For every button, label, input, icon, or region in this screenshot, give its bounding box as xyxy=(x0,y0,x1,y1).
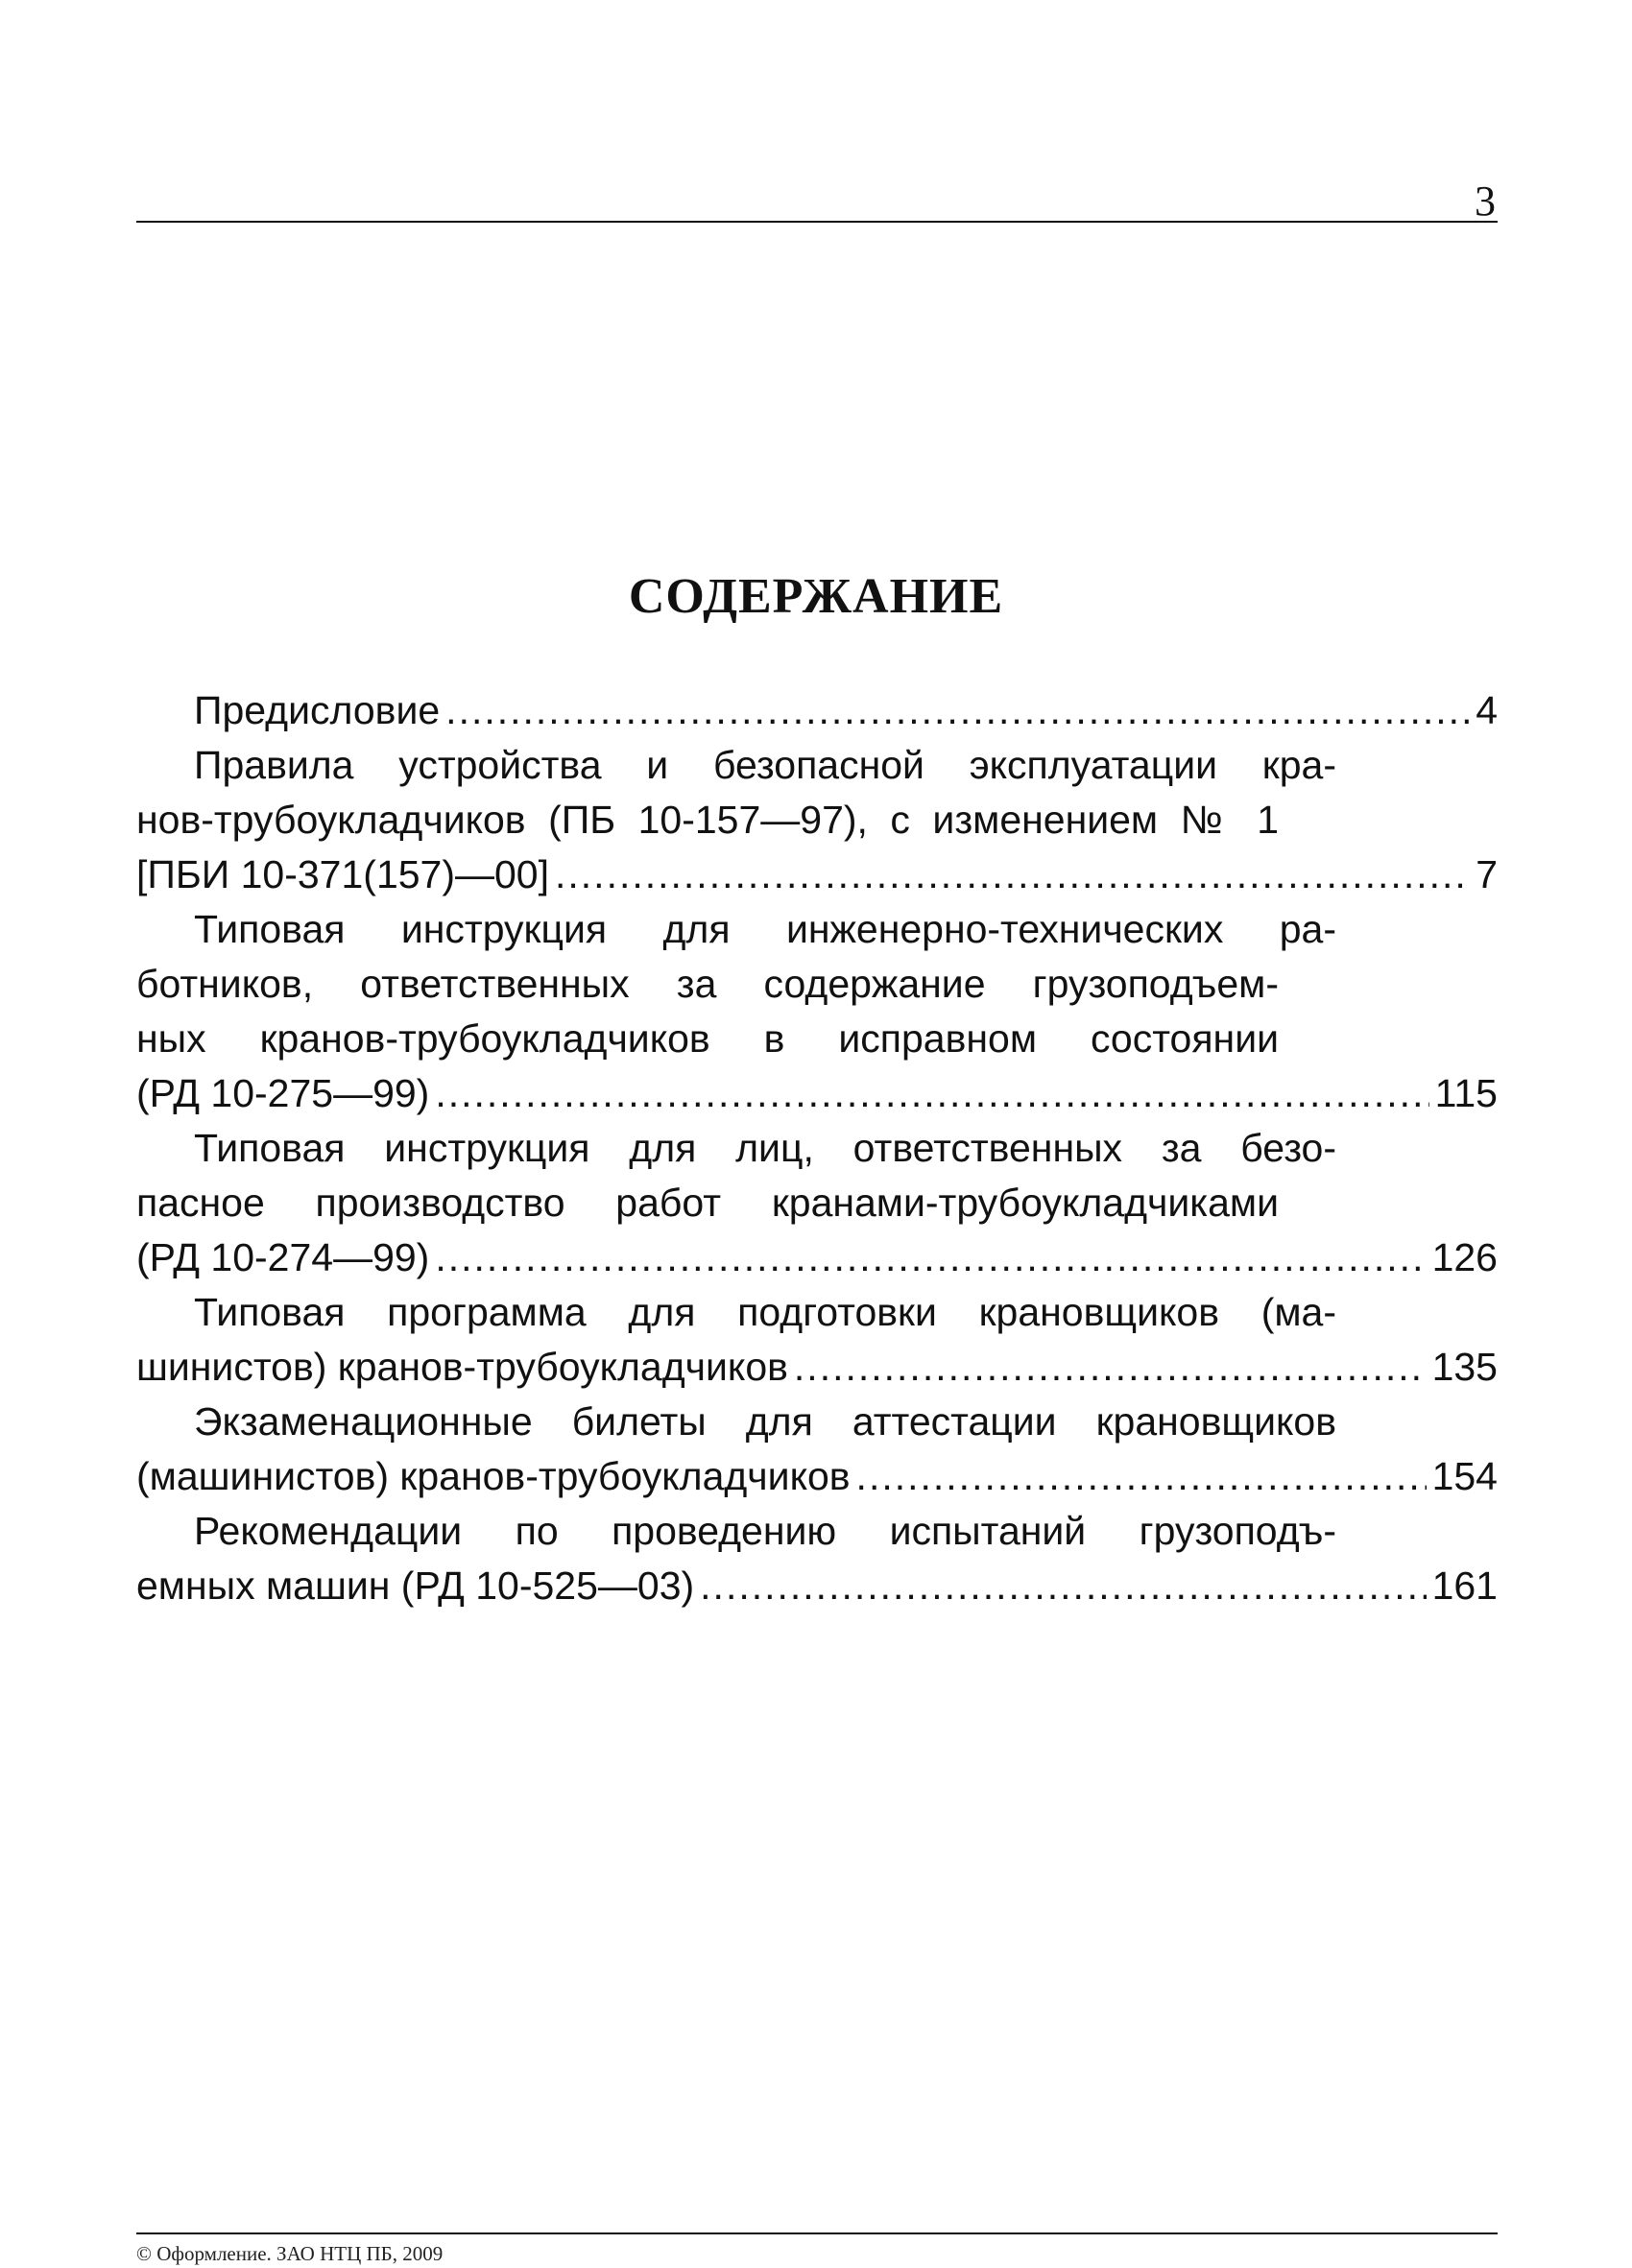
toc-entry[interactable] xyxy=(136,1395,1498,1504)
toc-entry[interactable] xyxy=(136,1121,1498,1285)
toc-entry-line: (машинистов) кранов-трубоукладчиков xyxy=(136,1454,851,1498)
toc-entry[interactable] xyxy=(136,683,1498,738)
toc-entry-last-line xyxy=(136,1066,1498,1121)
toc-entry-page: 135 xyxy=(1431,1345,1498,1389)
toc-entry-line: емных машин (РД 10-525—03) xyxy=(136,1564,695,1608)
toc-entry-line: Экзаменационные билеты для аттестации крановщиков xyxy=(194,1399,1336,1444)
page-number: 3 xyxy=(1475,178,1496,225)
toc-entry-page: 4 xyxy=(1476,688,1498,732)
toc-dot-leader xyxy=(445,683,1470,738)
toc-dot-leader xyxy=(794,1340,1427,1395)
toc-entry-last-line xyxy=(136,683,1498,738)
toc-entry-line: Рекомендации по проведению испытаний грузоподъ- xyxy=(194,1509,1336,1553)
footer-copyright: © Оформление. ЗАО НТЦ ПБ, 2009 xyxy=(136,2242,444,2265)
toc-dot-leader xyxy=(435,1230,1426,1285)
toc-entry-line: Типовая инструкция для лиц, ответственных за безо- xyxy=(194,1126,1336,1170)
footer-rule xyxy=(136,2232,1498,2234)
toc-entry-line: (РД 10-274—99) xyxy=(136,1235,430,1279)
toc-entry[interactable] xyxy=(136,1285,1498,1395)
toc-entry-line: Правила устройства и безопасной эксплуатации кра- xyxy=(194,743,1336,787)
toc-entry-last-line xyxy=(136,1449,1498,1504)
toc-entry-line: ботников, ответственных за содержание грузоподъем- xyxy=(136,962,1279,1006)
table-of-contents xyxy=(136,683,1498,1613)
toc-dot-leader xyxy=(856,1449,1427,1504)
toc-entry[interactable] xyxy=(136,738,1498,902)
toc-entry-line: шинистов) кранов-трубоукладчиков xyxy=(136,1345,788,1389)
toc-entry-page: 161 xyxy=(1431,1564,1498,1608)
toc-entry-page: 115 xyxy=(1434,1071,1498,1115)
toc-entry-page: 126 xyxy=(1431,1235,1498,1279)
toc-entry-line: ных кранов-трубоукладчиков в исправном состоянии xyxy=(136,1016,1279,1061)
toc-entry-line: [ПБИ 10-371(157)—00] xyxy=(136,852,549,896)
toc-entry-line: Предисловие xyxy=(194,688,441,732)
toc-title: СОДЕРЖАНИЕ xyxy=(628,569,1004,624)
header-rule xyxy=(136,221,1498,223)
toc-entry-line: нов-трубоукладчиков (ПБ 10-157—97), с изменением № 1 xyxy=(136,798,1279,842)
toc-entry-line: (РД 10-275—99) xyxy=(136,1071,430,1115)
toc-entry-line: Типовая инструкция для инженерно-технических ра- xyxy=(194,907,1336,951)
toc-entry-last-line xyxy=(136,1340,1498,1395)
toc-entry[interactable] xyxy=(136,1504,1498,1613)
toc-entry-last-line xyxy=(136,1230,1498,1285)
toc-dot-leader xyxy=(700,1559,1426,1613)
toc-entry-page: 154 xyxy=(1431,1454,1498,1498)
toc-entry-line: Типовая программа для подготовки крановщиков (ма- xyxy=(194,1290,1336,1334)
toc-entry-last-line xyxy=(136,848,1498,902)
toc-entry[interactable] xyxy=(136,902,1498,1121)
toc-entry-last-line xyxy=(136,1559,1498,1613)
toc-entry-page: 7 xyxy=(1476,852,1498,896)
toc-dot-leader xyxy=(555,848,1470,902)
toc-dot-leader xyxy=(435,1066,1428,1121)
toc-entry-line: пасное производство работ кранами-трубоукладчиками xyxy=(136,1181,1279,1225)
